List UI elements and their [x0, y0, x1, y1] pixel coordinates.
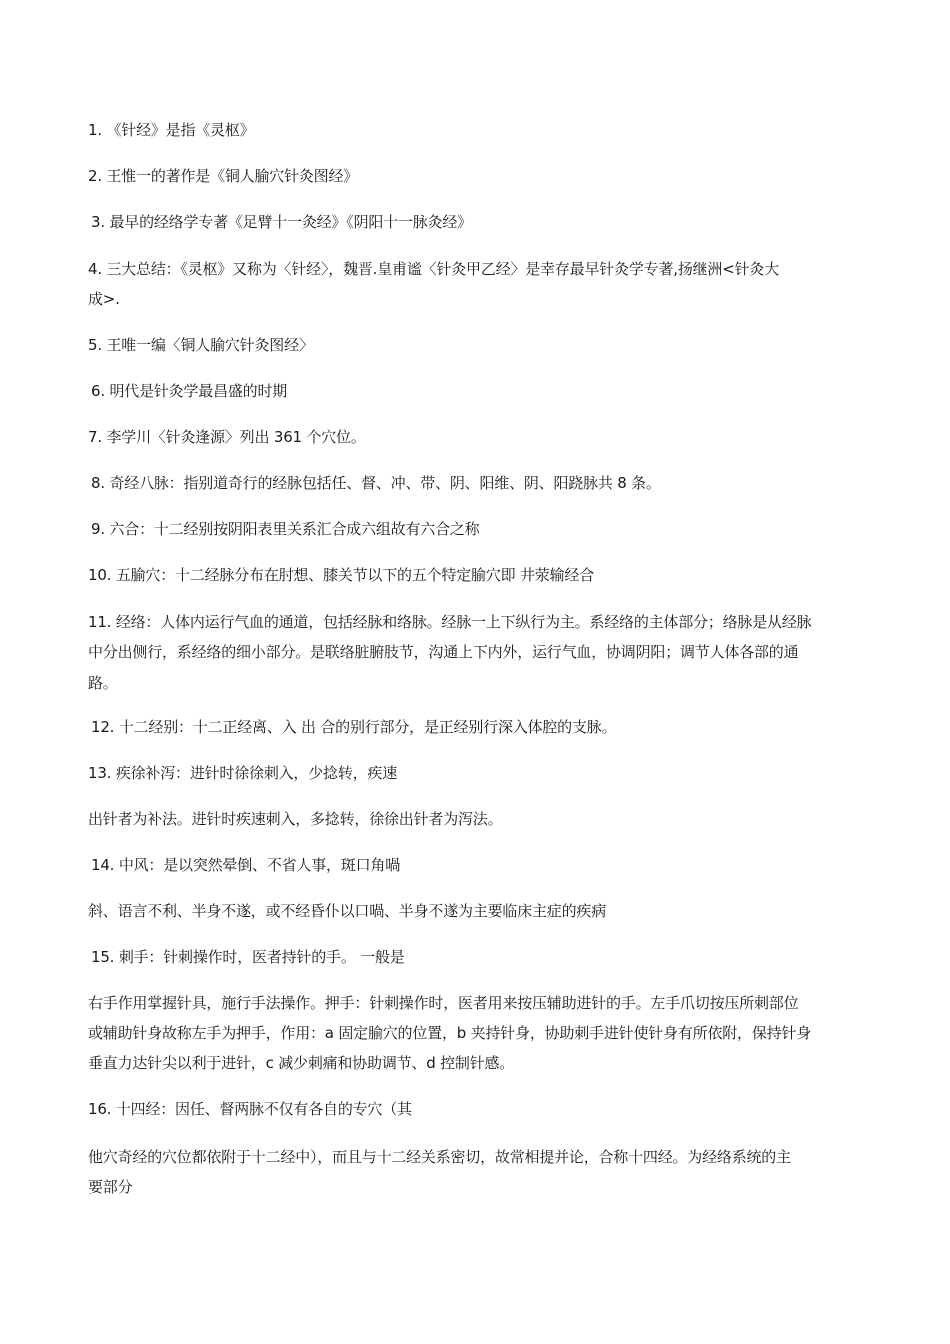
item-4-line-2: 成>. [88, 290, 120, 308]
item-15-line-1: 15. 刺手：针刺操作时，医者持针的手。 一般是 [91, 948, 405, 966]
item-16-line-1: 16. 十四经：因任、督两脉不仅有各自的专穴（其 [88, 1100, 412, 1118]
item-4-line-1: 4. 三大总结：《灵枢》又称为〈针经〉，魏晋.皇甫谧〈针灸甲乙经〉是幸存最早针灸学专著,扬继洲<针灸大 [88, 260, 779, 278]
item-11-line-3: 路。 [88, 674, 118, 692]
item-15-line-4: 垂直力达针尖以利于进针，c 减少刺痛和协助调节、d 控制针感。 [88, 1054, 515, 1072]
item-16-line-3: 要部分 [88, 1178, 133, 1196]
item-2: 2. 王惟一的著作是《铜人腧穴针灸图经》 [88, 167, 359, 185]
item-5: 5. 王唯一编〈铜人腧穴针灸图经〉 [88, 336, 314, 354]
item-10: 10. 五腧穴：十二经脉分布在肘想、膝关节以下的五个特定腧穴即 井荥输经合 [88, 566, 594, 584]
item-3: 3. 最早的经络学专著《足臂十一灸经》《阴阳十一脉灸经》 [91, 213, 472, 231]
item-11-line-2: 中分出侧行，系经络的细小部分。是联络脏腑肢节，沟通上下内外，运行气血，协调阴阳；调节人体各部的通 [88, 643, 799, 661]
item-15-line-3: 或辅助针身故称左手为押手，作用：a 固定腧穴的位置，b 夹持针身，协助刺手进针使针身有所依附，保持针身 [88, 1024, 812, 1042]
item-9: 9. 六合：十二经别按阴阳表里关系汇合成六组故有六合之称 [91, 520, 480, 538]
item-6: 6. 明代是针灸学最昌盛的时期 [91, 382, 288, 400]
item-15-line-2: 右手作用掌握针具，施行手法操作。押手：针刺操作时，医者用来按压辅助进针的手。左手爪切按压所刺部位 [88, 994, 799, 1012]
item-14-line-2: 斜、语言不利、半身不遂，或不经昏仆以口喎、半身不遂为主要临床主症的疾病 [88, 902, 607, 920]
item-11-line-1: 11. 经络：人体内运行气血的通道，包括经脉和络脉。经脉一上下纵行为主。系经络的主体部分；络脉是从经脉 [88, 613, 812, 631]
item-16-line-2: 他穴奇经的穴位都依附于十二经中），而且与十二经关系密切，故常相提并论，合称十四经。为经络系统的主 [88, 1148, 791, 1166]
item-7: 7. 李学川〈针灸逢源〉列出 361 个穴位。 [88, 428, 366, 446]
item-13-line-1: 13. 疾徐补泻：进针时徐徐刺入，少捻转，疾速 [88, 764, 398, 782]
item-14-line-1: 14. 中风：是以突然晕倒、不省人事，斑口角喎 [91, 856, 401, 874]
item-13-line-2: 出针者为补法。进针时疾速刺入，多捻转，徐徐出针者为泻法。 [88, 810, 503, 828]
item-1: 1. 《针经》是指《灵枢》 [88, 121, 255, 139]
item-8: 8. 奇经八脉：指别道奇行的经脉包括任、督、冲、带、阴、阳维、阴、阳跷脉共 8 条。 [91, 474, 661, 492]
item-12: 12. 十二经别：十二正经离、入 出 合的别行部分，是正经别行深入体腔的支脉。 [91, 718, 617, 736]
